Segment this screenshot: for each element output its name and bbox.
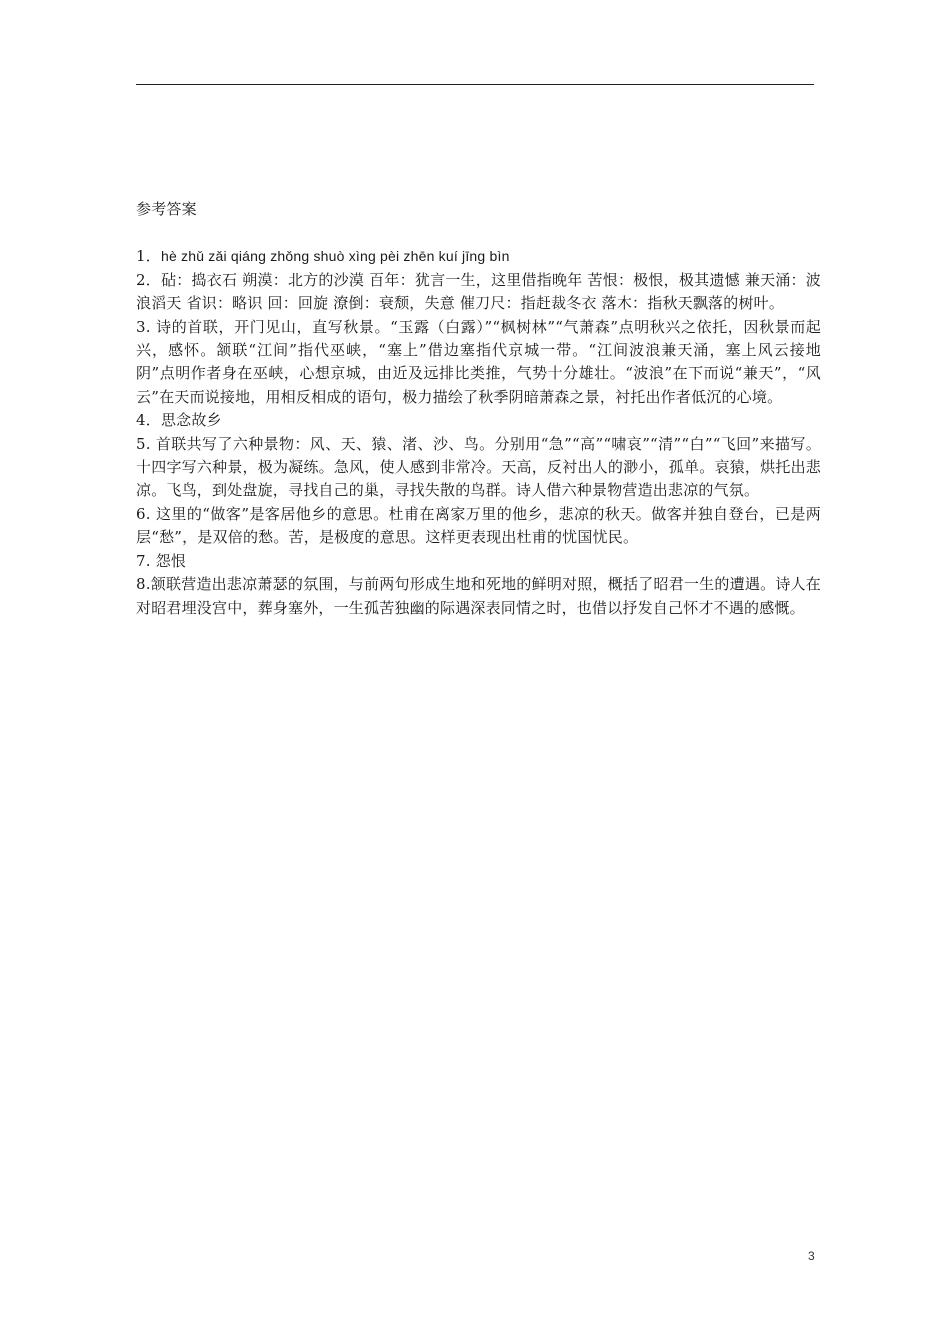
answer-list	[136, 245, 821, 620]
answer-item	[136, 550, 821, 573]
answer-item	[136, 245, 821, 268]
answer-number: 6.	[136, 504, 156, 523]
answer-number: 1．	[136, 247, 161, 266]
answer-section	[136, 198, 821, 620]
answer-number: 8.	[136, 575, 151, 594]
answer-item	[136, 433, 821, 503]
answer-item	[136, 316, 821, 410]
header-rule	[136, 84, 814, 85]
answer-text: 怨恨	[155, 551, 187, 570]
answer-number: 4．	[136, 411, 161, 430]
answer-text: 这里的“做客”是客居他乡的意思。杜甫在离家万里的他乡，悲凉的秋天。做客并独自登台，已是两层“愁”，是双倍的愁。苦，是极度的意思。这样更表现出杜甫的忧国忧民。	[136, 504, 821, 547]
answer-item	[136, 269, 821, 316]
answer-text: 诗的首联，开门见山，直写秋景。“玉露（白露）”“枫树林”“气萧森”点明秋兴之依托，因秋景而起兴，感怀。颔联“江间”指代巫峡，“塞上”借边塞指代京城一带。“江间波浪兼天涌，塞上风云接地阴”点明作者身在巫峡，心想京城，由近及远排比类推，气势十分雄壮。“波浪”在下而说“兼天”，“风云”在天而说接地，用相反相成的语句，极力描绘了秋季阴暗萧森之景，衬托出作者低沉的心境。	[136, 317, 822, 406]
answer-item	[136, 573, 821, 620]
answer-text: 砧：捣衣石 朔漠：北方的沙漠 百年：犹言一生，这里借指晚年 苦恨：极恨，极其遗憾 兼天涌：波浪滔天 省识：略识 回：回旋 潦倒：衰颓，失意 催刀尺：指赶裁冬衣 落木：指秋天飘落的树叶。	[136, 270, 821, 313]
answer-item	[136, 409, 821, 432]
answer-number: 7.	[136, 551, 156, 570]
answer-number: 2．	[136, 270, 162, 289]
answer-text: 颔联营造出悲凉萧瑟的氛围，与前两句形成生地和死地的鲜明对照，概括了昭君一生的遭遇。诗人在对昭君埋没宫中，葬身塞外，一生孤苦独幽的际遇深表同情之时，也借以抒发自己怀才不遇的感慨。	[136, 575, 821, 617]
answer-text: 思念故乡	[160, 411, 222, 430]
answer-number: 5.	[136, 434, 156, 453]
page-number: 3	[808, 1249, 815, 1263]
section-title: 参考答案	[136, 200, 197, 218]
answer-text: 首联共写了六种景物：风、天、猿、渚、沙、鸟。分别用“急”“高”“啸哀”“清”“白”“飞回”来描写。十四字写六种景，极为凝练。急风，使人感到非常冷。天高，反衬出人的渺小，孤单。哀猿，烘托出悲凉。飞鸟，到处盘旋，寻找自己的巢，寻找失散的鸟群。诗人借六种景物营造出悲凉的气氛。	[136, 434, 821, 500]
answer-text: hè zhǔ zǎi qiáng zhǒng shuò xìng pèi zhēn kuí jīng bìn	[160, 248, 510, 265]
answer-item	[136, 503, 821, 550]
answer-number: 3.	[136, 317, 157, 336]
